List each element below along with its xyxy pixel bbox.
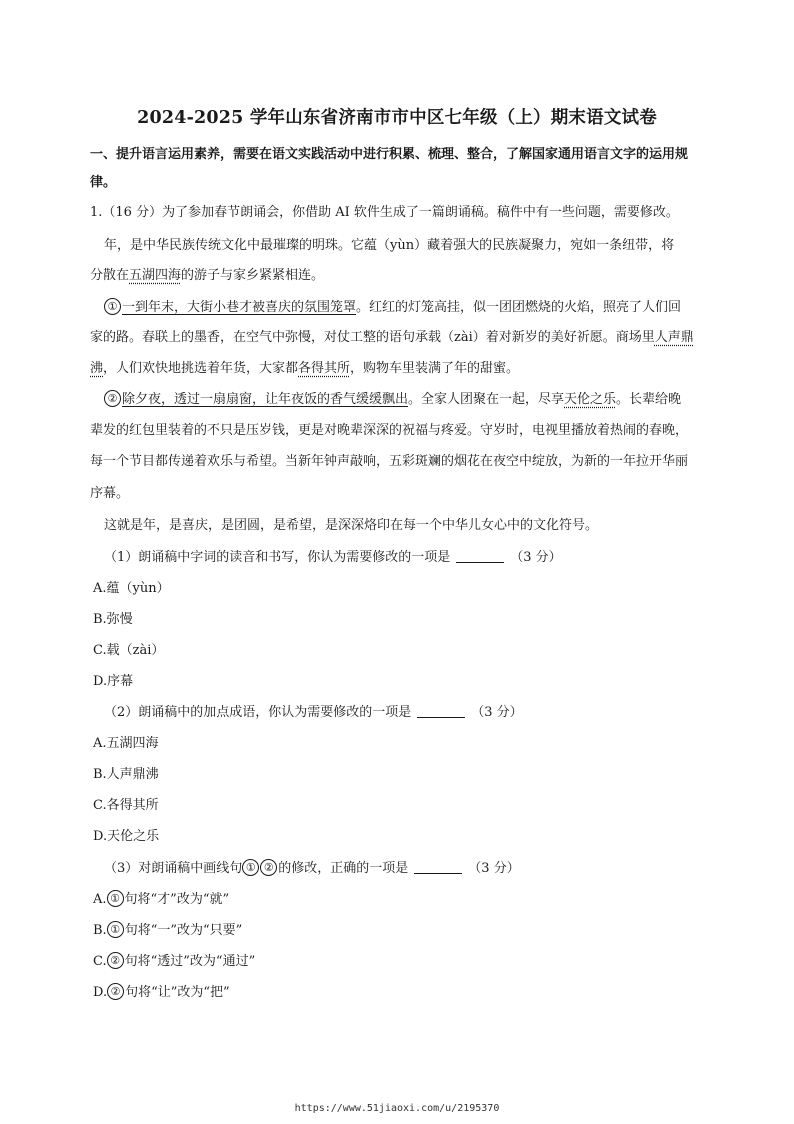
footer-url[interactable]: https://www.51jiaoxi.com/u/2195370 <box>294 1103 500 1114</box>
score-label: （3 分） <box>510 550 562 565</box>
option-3c <box>93 952 255 972</box>
text-span: 。全家人团聚在一起，尽享 <box>408 392 565 407</box>
text-span: 的游子与家乡紧紧相连。 <box>181 268 325 283</box>
text-span: 的修改，正确的一项是 <box>278 861 409 876</box>
option-1c: C.载（zài） <box>93 643 165 658</box>
passage-p3-line2: 辈发的红包里装着的不只是压岁钱，更是对晚辈深深的祝福与疼爱。守岁时，电视里播放着热闹的春晚， <box>90 423 689 438</box>
option-1b: B.弥慢 <box>93 612 133 627</box>
text-span: ，人们欢快地挑选着年货，大家都 <box>103 361 299 376</box>
option-3d <box>93 983 230 1003</box>
section-heading-line2: 律。 <box>90 175 117 190</box>
passage-p3-line3: 每一个节目都传递着欢乐与希望。当新年钟声敲响，五彩斑斓的烟花在夜空中绽放，为新的一年拉开华丽 <box>90 454 689 469</box>
dotted-idiom: 各得其所 <box>298 361 351 376</box>
passage-p3-line1 <box>104 390 681 410</box>
option-text: 句将“让”改为“把” <box>125 985 230 1000</box>
text-span: 。红红的灯笼高挂，似一团团燃烧的火焰，照亮了人们回 <box>356 300 682 315</box>
option-letter: A. <box>93 892 107 907</box>
section-heading-line1: 一、提升语言运用素养，需要在语文实践活动中进行积累、梳理、整合，了解国家通用语言文字的运用规 <box>90 147 689 162</box>
text-span: ，购物车里装满了年的甜蜜。 <box>350 361 520 376</box>
passage-p2-line2 <box>90 328 694 348</box>
circled-number-2: ② <box>107 952 124 969</box>
option-letter: D. <box>93 985 108 1000</box>
text-span: （2）朗诵稿中的加点成语，你认为需要修改的一项是 <box>104 705 412 720</box>
option-2d: D.天伦之乐 <box>93 829 160 844</box>
option-2b: B.人声鼎沸 <box>93 767 159 782</box>
circled-number-1: ① <box>242 859 259 876</box>
answer-blank[interactable] <box>456 550 504 563</box>
option-letter: B. <box>93 923 107 938</box>
section-heading <box>90 141 730 197</box>
option-text: 句将“才”改为“就” <box>124 892 230 907</box>
circled-number-2: ② <box>260 859 277 876</box>
text-span: 分散在 <box>90 268 130 283</box>
option-1d: D.序幕 <box>93 674 134 689</box>
text-span: 家的路。春联上的墨香，在空气中弥慢，对仗工整的语句承载（zài）着对新岁的美好祈愿。商场里 <box>90 330 655 345</box>
underlined-sentence-2: 除夕夜，透过一扇扇窗，让年夜饭的香气缓缓飘出 <box>122 392 409 407</box>
score-label: （3 分） <box>468 861 520 876</box>
option-text: 句将“透过”改为“通过” <box>124 954 256 969</box>
passage-p4: 这就是年，是喜庆，是团圆，是希望，是深深烙印在每一个中华儿女心中的文化符号。 <box>104 518 599 533</box>
question-1-intro: 1.（16 分）为了参加春节朗诵会，你借助 AI 软件生成了一篇朗诵稿。稿件中有一些问题，需要修改。 <box>90 205 679 220</box>
subquestion-3-stem <box>104 859 520 879</box>
answer-blank[interactable] <box>414 861 462 874</box>
circled-number-1: ① <box>107 921 124 938</box>
passage-p2-line3 <box>90 359 519 379</box>
underlined-sentence-1: 一到年末，大街小巷才被喜庆的氛围笼罩 <box>122 300 357 315</box>
passage-p3-line4: 序幕。 <box>90 486 130 501</box>
passage-p1-line2 <box>90 266 324 286</box>
passage-p1-line1: 年，是中华民族传统文化中最璀璨的明珠。它蕴（yùn）藏着强大的民族凝聚力，宛如一条纽带，将 <box>104 238 675 253</box>
passage-p2-line1 <box>104 298 681 318</box>
subquestion-2-stem <box>104 703 523 723</box>
dotted-idiom: 人声鼎 <box>654 330 694 345</box>
dotted-idiom: 五湖四海 <box>129 268 182 283</box>
option-1a: A.蕴（yùn） <box>93 581 170 596</box>
circled-number-1: ① <box>107 890 124 907</box>
option-3a <box>93 890 229 910</box>
circled-number-2: ② <box>104 390 121 407</box>
subquestion-1-stem <box>104 548 562 568</box>
option-letter: C. <box>93 954 107 969</box>
circled-number-2: ② <box>107 983 124 1000</box>
page-title: 2024-2025 学年山东省济南市市中区七年级（上）期末语文试卷 <box>137 108 657 128</box>
option-3b <box>93 921 242 941</box>
text-span: （3）对朗诵稿中画线句 <box>104 861 243 876</box>
dotted-idiom: 天伦之乐 <box>564 392 617 407</box>
score-label: （3 分） <box>471 705 523 720</box>
circled-number-1: ① <box>104 298 121 315</box>
option-2c: C.各得其所 <box>93 798 159 813</box>
text-span: 。长辈给晚 <box>616 392 682 407</box>
text-span: （1）朗诵稿中字词的读音和书写，你认为需要修改的一项是 <box>104 550 451 565</box>
dotted-idiom: 沸 <box>90 361 104 376</box>
answer-blank[interactable] <box>417 705 465 718</box>
option-text: 句将“一”改为“只要” <box>124 923 243 938</box>
option-2a: A.五湖四海 <box>93 736 159 751</box>
